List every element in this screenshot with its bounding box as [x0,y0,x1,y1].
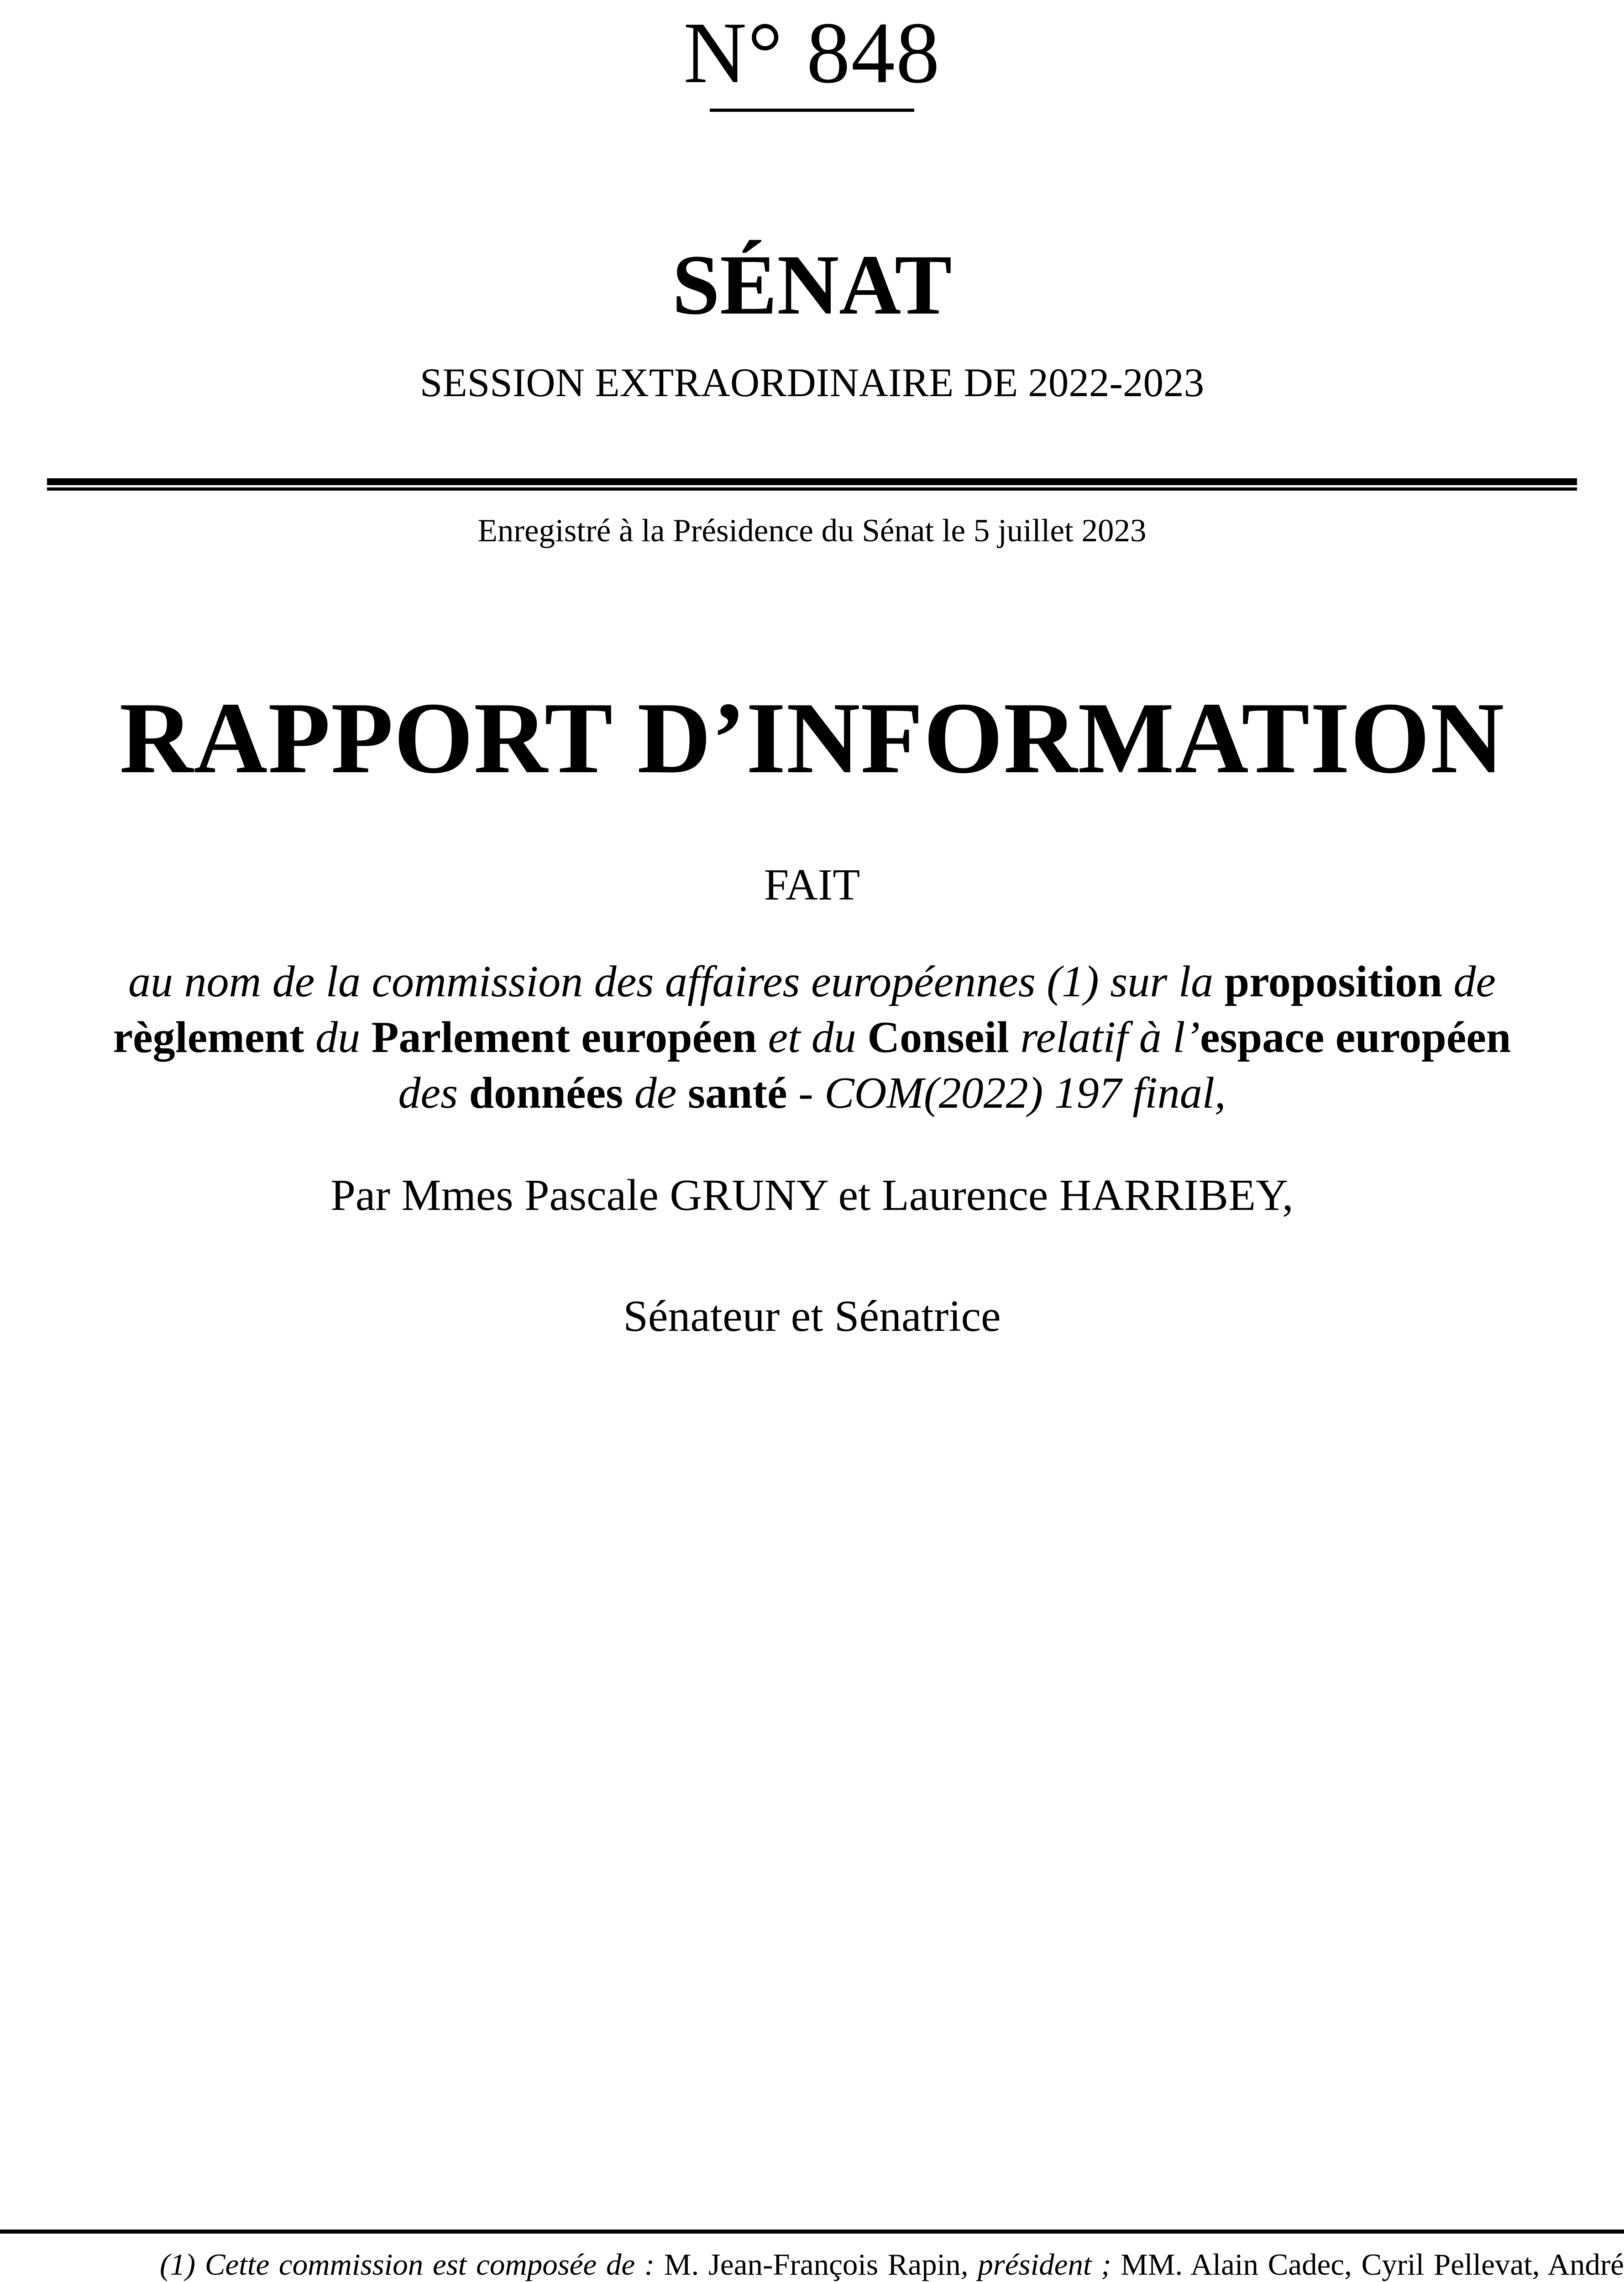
header-rule-thin [47,487,1577,491]
subject-text: de [1442,957,1496,1006]
footnote-rule [0,2230,1624,2234]
subject-keyword: proposition [1224,957,1443,1006]
footnote-intro: (1) Cette commission est composée de : [160,2248,664,2282]
registration-date: Enregistré à la Présidence du Sénat le 5 juillet 2023 [477,513,1147,549]
document-number: N° 848 [683,4,941,101]
subject-keyword: règlement [113,1013,304,1062]
report-title: RAPPORT D’INFORMATION [119,681,1505,795]
institution-title: SÉNAT [672,237,952,332]
subject-text: et du [757,1013,868,1062]
made-label: FAIT [764,860,860,910]
report-authors: Par Mmes Pascale GRUNY et Laurence HARRIBEY, [330,1171,1294,1220]
header-rule-thick [47,478,1577,485]
subject-text: du [304,1013,372,1062]
footnote-president-role: , président ; [960,2248,1121,2282]
commission-footnote [0,2247,1624,2282]
subject-keyword: santé [687,1068,787,1118]
report-subject [18,954,1606,1121]
subject-text: de [623,1068,688,1118]
footnote-president: M. Jean-François Rapin [664,2248,961,2282]
document-number-underline [710,109,914,112]
footnote-vice-presidents: MM. Alain Cadec, Cyril Pellevat, André [1121,2248,1624,2282]
subject-text: au nom de la commission des affaires européennes (1) sur la [128,957,1225,1006]
subject-reference: COM(2022) 197 final, [824,1068,1226,1118]
subject-keyword: espace européen [1200,1013,1511,1062]
author-roles: Sénateur et Sénatrice [623,1292,1001,1341]
subject-keyword: Parlement européen [371,1013,757,1062]
subject-text: relatif à l’ [1009,1013,1200,1062]
subject-separator: - [787,1068,825,1118]
subject-keyword: données [469,1068,623,1118]
subject-keyword: Conseil [867,1013,1009,1062]
subject-text: des [398,1068,469,1118]
session-line: SESSION EXTRAORDINAIRE DE 2022-2023 [419,361,1205,405]
